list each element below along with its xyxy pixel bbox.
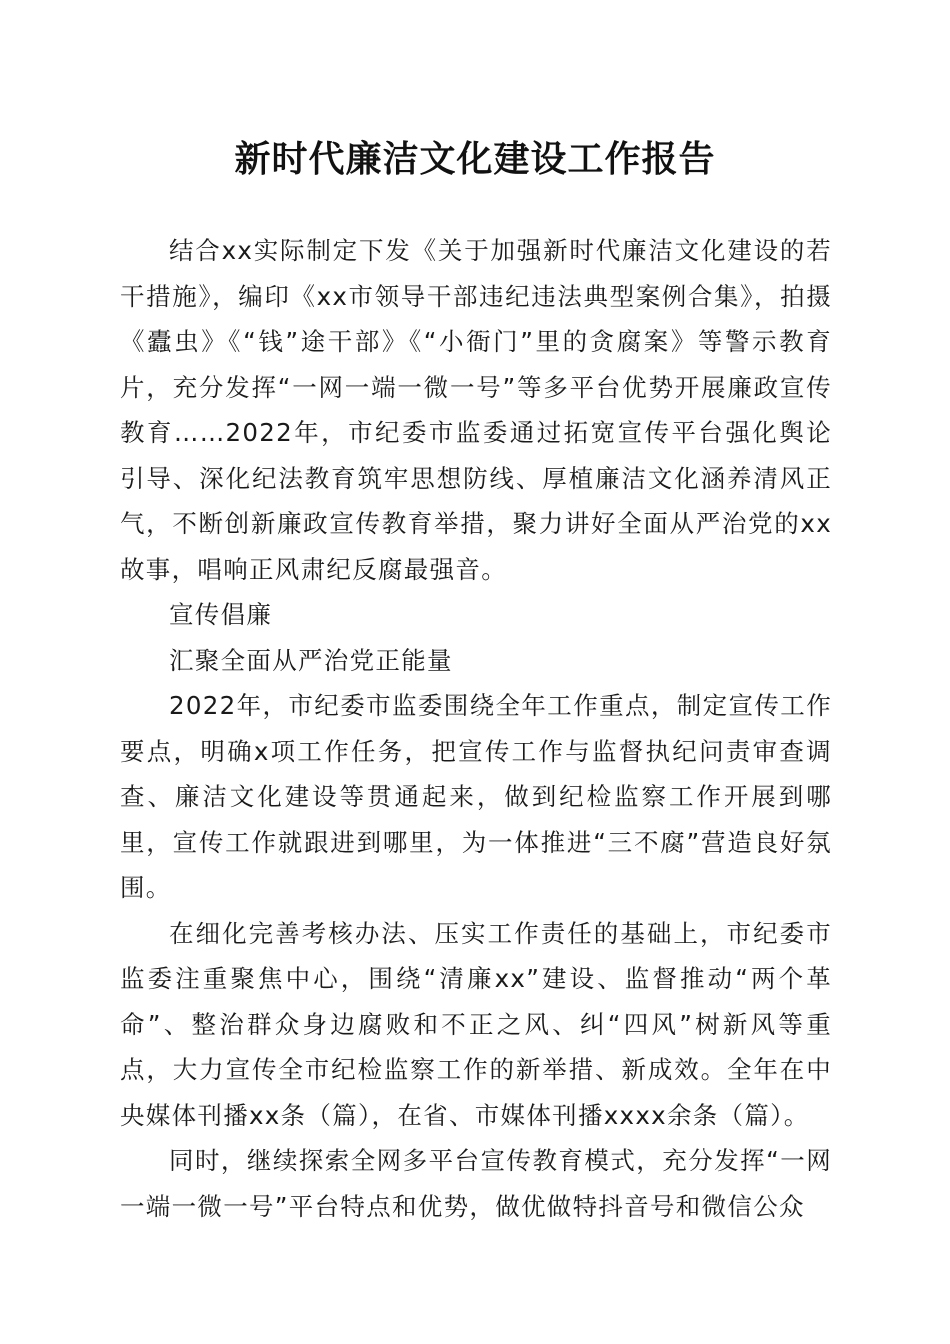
- section-subheading: 汇聚全面从严治党正能量: [169, 645, 453, 675]
- document-title: 新时代廉洁文化建设工作报告: [234, 138, 716, 180]
- paragraph-intro: 结合xx实际制定下发《关于加强新时代廉洁文化建设的若干措施》，编印《xx市领导干部违纪违法典型案例合集》，拍摄《蠹虫》《“钱”途干部》《“小衙门”里的贪腐案》等警示教育片，充分发挥“一网一端一微一号”等多平台优势开展廉政宣传教育……2022年，市纪委市监委通过拓宽宣传平台强化舆论引导、深化纪法教育筑牢思想防线、厚植廉洁文化涵养清风正气，不断创新廉政宣传教育举措，聚力讲好全面从严治党的xx故事，唱响正风肃纪反腐最强音。: [120, 236, 832, 584]
- paragraph-media-coverage: 在细化完善考核办法、压实工作责任的基础上，市纪委市监委注重聚焦中心，围绕“清廉xx”建设、监督推动“两个革命”、整治群众身边腐败和不正之风、纠“四风”树新风等重点，大力宣传全市纪检监察工作的新举措、新成效。全年在中央媒体刊播xx条（篇），在省、市媒体刊播xxxx余条（篇）。: [120, 918, 832, 1130]
- section-heading: 宣传倡廉: [169, 600, 273, 629]
- paragraph-platforms: 同时，继续探索全网多平台宣传教育模式，充分发挥“一网一端一微一号”平台特点和优势，做优做特抖音号和微信公众: [120, 1146, 832, 1221]
- document-body: [120, 228, 832, 1229]
- paragraph-work-plan: 2022年，市纪委市监委围绕全年工作重点，制定宣传工作要点，明确x项工作任务，把宣传工作与监督执纪问责审查调查、廉洁文化建设等贯通起来，做到纪检监察工作开展到哪里，宣传工作就跟进到哪里，为一体推进“三不腐”营造良好氛围。: [120, 691, 832, 902]
